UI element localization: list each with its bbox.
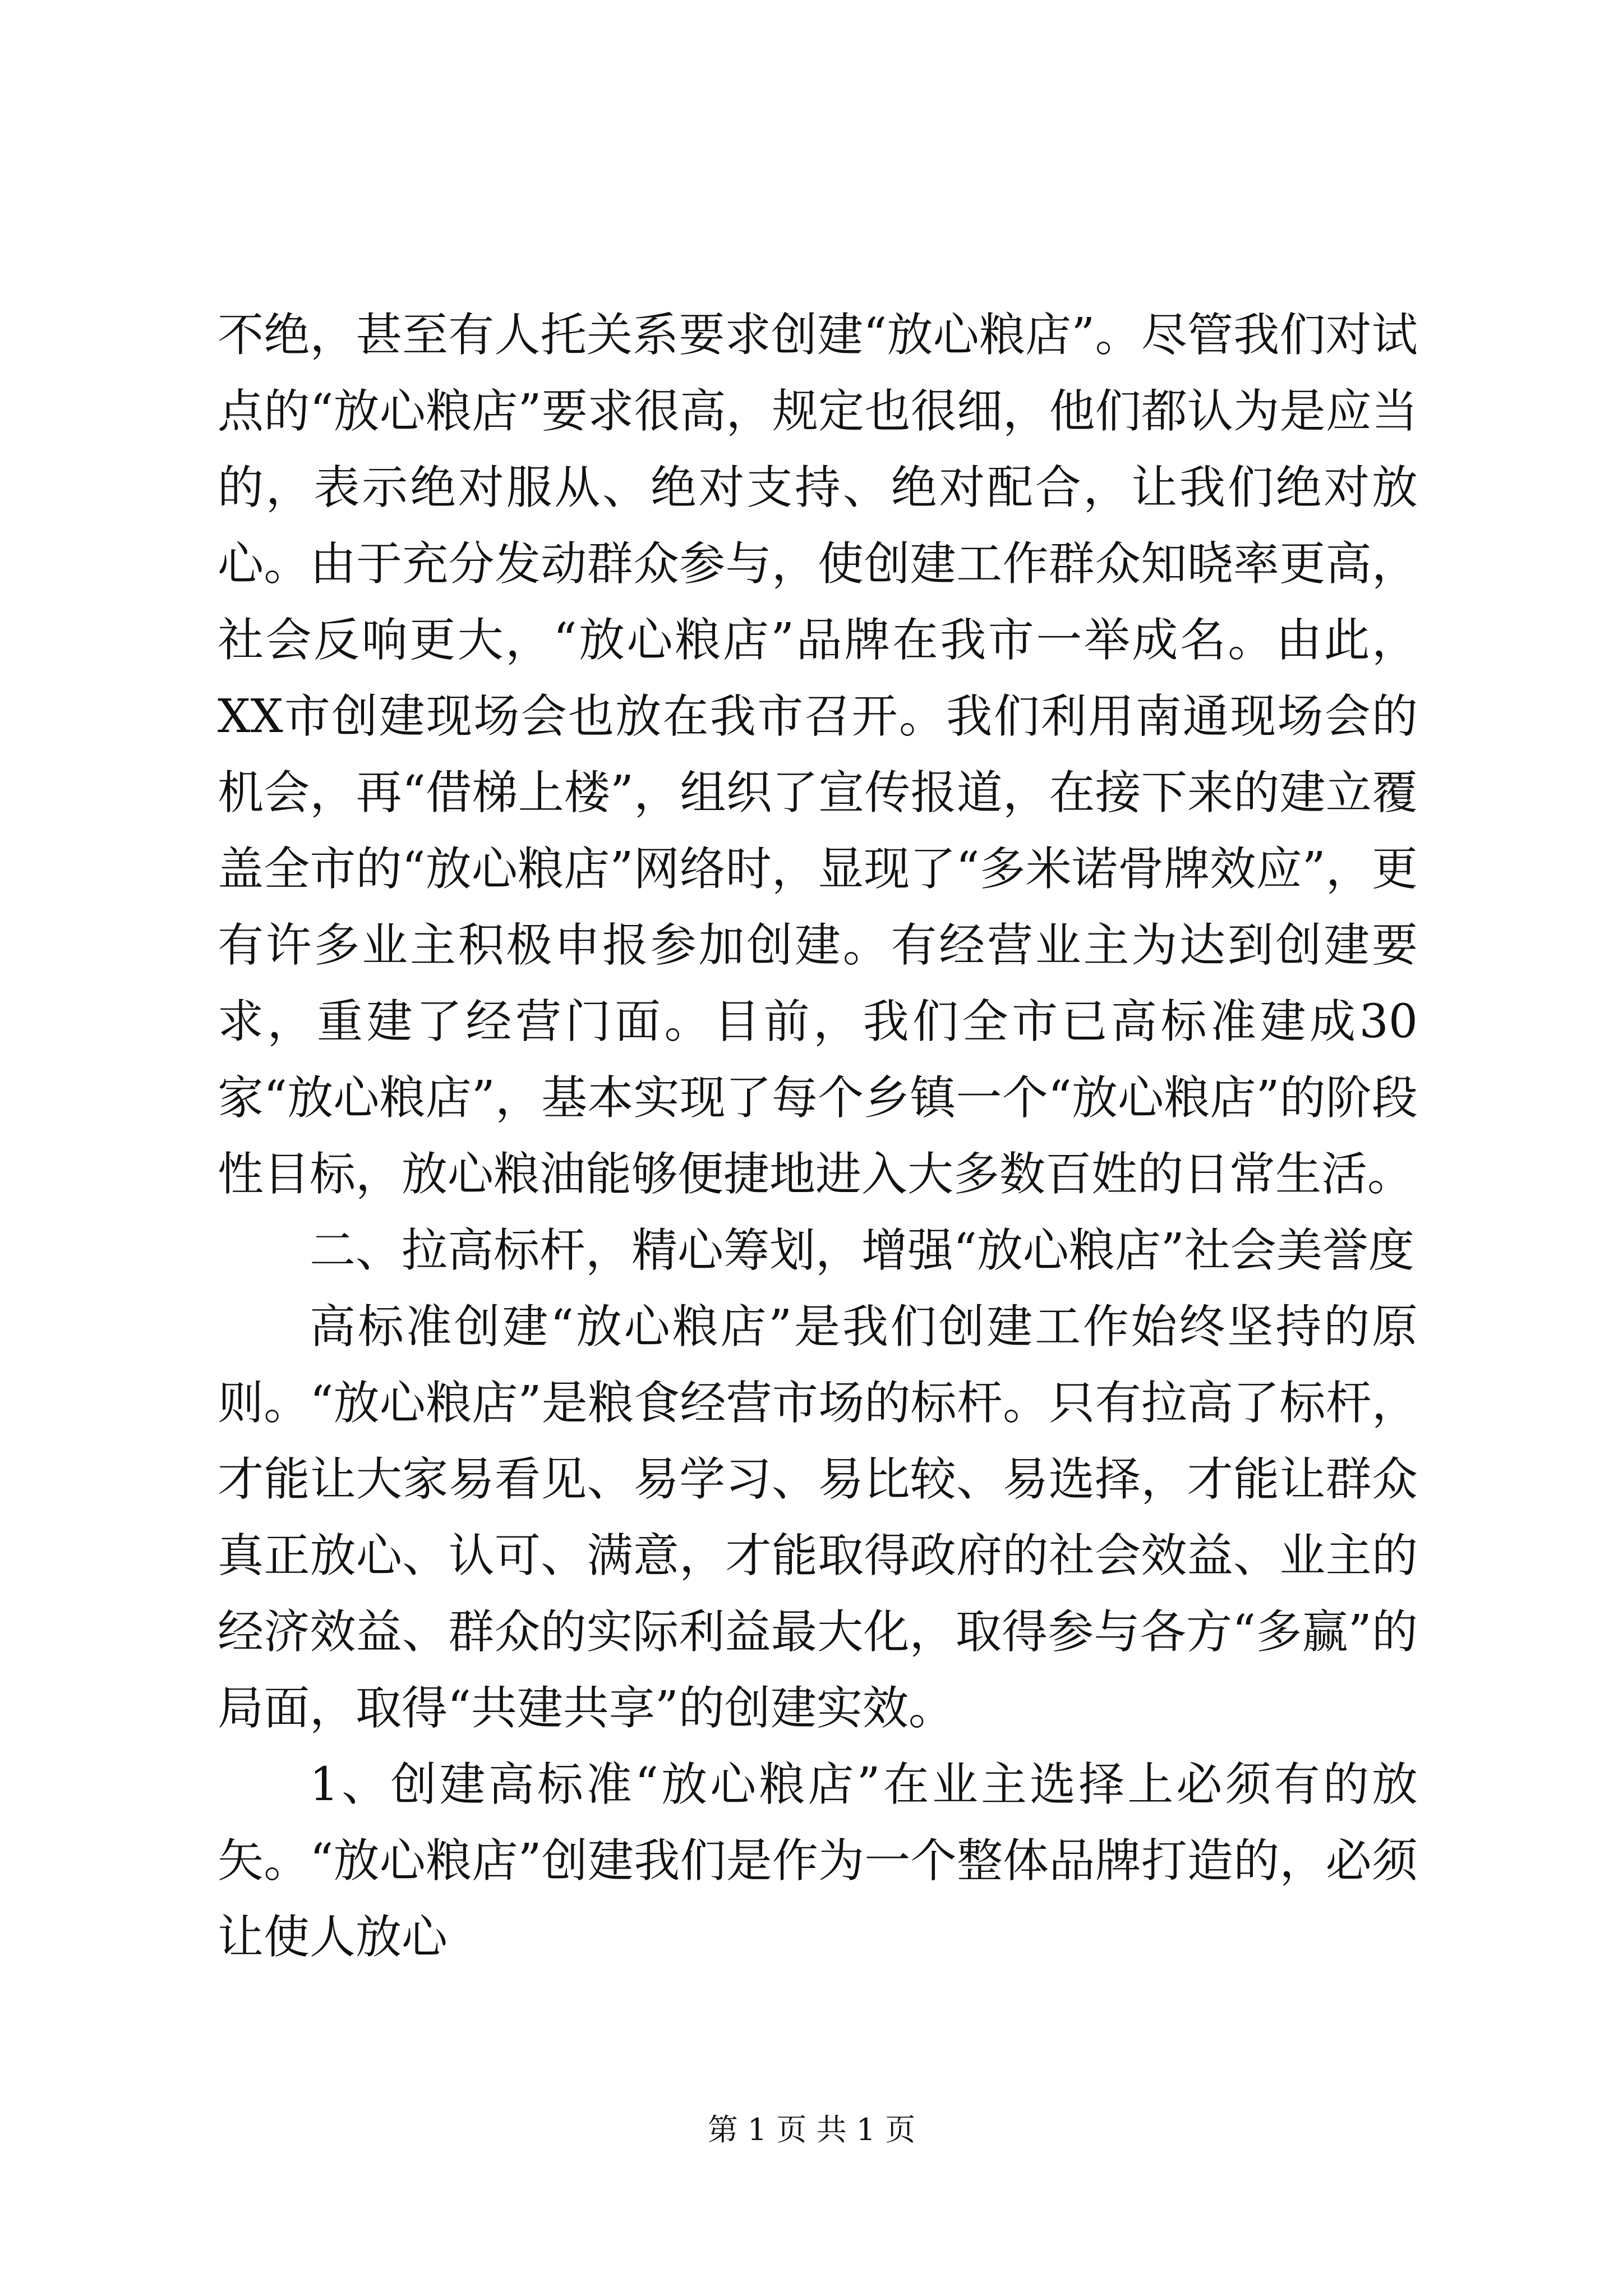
body-paragraph-1: 不绝，甚至有人托关系要求创建“放心粮店”。尽管我们对试点的“放心粮店”要求很高，规定也很细，他们都认为是应当的，表示绝对服从、绝对支持、绝对配合，让我们绝对放心。由于充分发动群众参与，使创建工作群众知晓率更高，社会反响更大，“放心粮店”品牌在我市一举成名。由此，XX市创建现场会也放在我市召开。我们利用南通现场会的机会，再“借梯上楼”，组织了宣传报道，在接下来的建立覆盖全市的“放心粮店”网络时，显现了“多米诺骨牌效应”，更有许多业主积极申报参加创建。有经营业主为达到创建要求，重建了经营门面。目前，我们全市已高标准建成30家“放心粮店”，基本实现了每个乡镇一个“放心粮店”的阶段性目标，放心粮油能够便捷地进入大多数百姓的日常生活。 <box>218 309 1418 1201</box>
section-heading: 二、拉高标杆，精心筹划，增强“放心粮店”社会美誉度 <box>310 1224 1414 1277</box>
body-paragraph-2: 高标准创建“放心粮店”是我们创建工作始终坚持的原则。“放心粮店”是粮食经营市场的标杆。只有拉高了标杆，才能让大家易看见、易学习、易比较、易选择，才能让群众真正放心、认可、满意，才能取得政府的社会效益、业主的经济效益、群众的实际利益最大化，取得参与各方“多赢”的局面，取得“共建共享”的创建实效。 <box>218 1300 1418 1735</box>
page-number-label: 第 1 页 共 1 页 <box>707 2112 916 2147</box>
body-paragraph-3: 1、创建高标准“放心粮店”在业主选择上必须有的放矢。“放心粮店”创建我们是作为一个整体品牌打造的，必须让使人放心 <box>218 1758 1418 1964</box>
page-footer <box>0 2110 1623 2150</box>
document-body <box>218 297 1418 1976</box>
